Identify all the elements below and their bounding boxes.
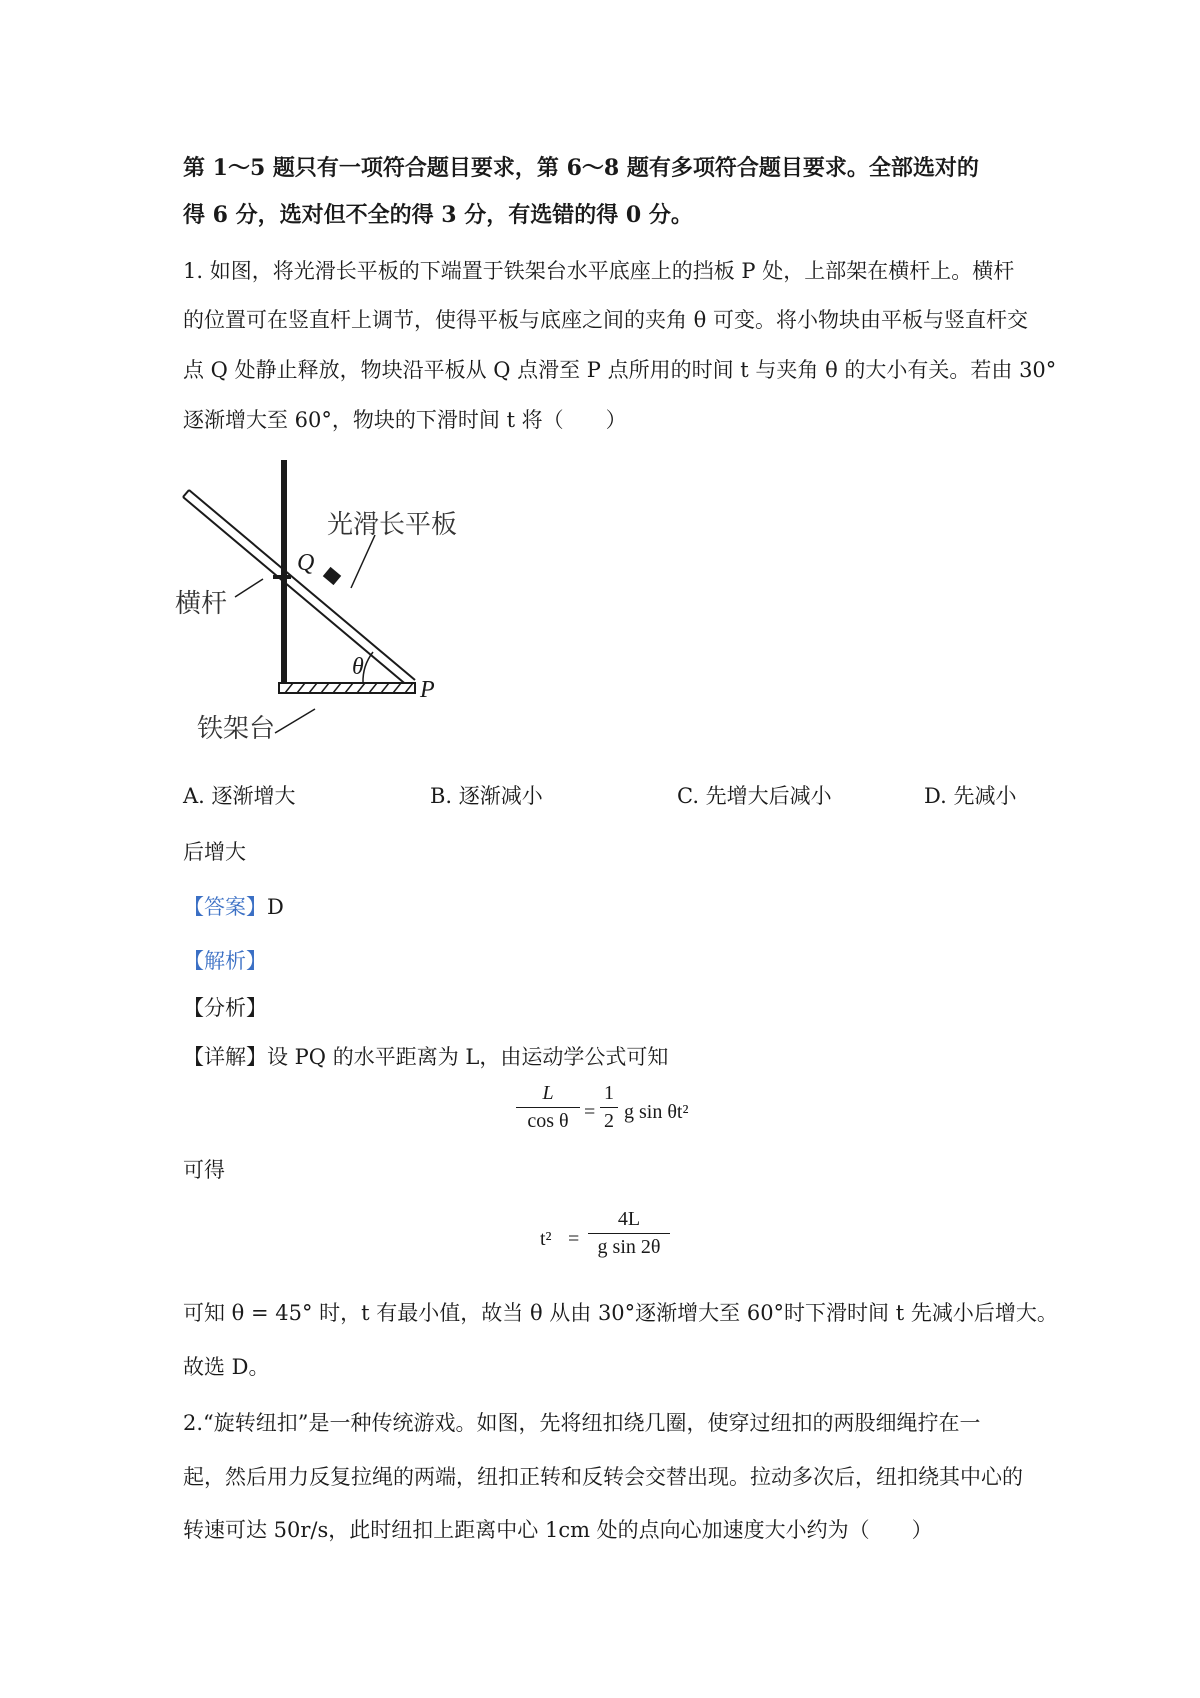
option-a: A. 逐渐增大	[183, 784, 296, 808]
eq1-equals: =	[584, 1101, 596, 1123]
small-block	[323, 567, 341, 585]
eq1-half-den: 2	[604, 1110, 614, 1132]
q1-figure	[175, 455, 495, 745]
q1-text-line-1: 1. 如图，将光滑长平板的下端置于铁架台水平底座上的挡板 P 处，上部架在横杆上。横杆	[183, 259, 1015, 283]
eq2-equals: =	[568, 1228, 580, 1250]
answer-line	[183, 892, 284, 922]
option-c: C. 先增大后减小	[677, 784, 832, 808]
eq1-fraction	[516, 1082, 580, 1133]
instructions-line-2: 得 6 分，选对但不全的得 3 分，有选错的得 0 分。	[183, 202, 693, 228]
analysis-tag: 【解析】	[183, 949, 267, 973]
eq1-denominator: cos θ	[527, 1110, 569, 1132]
conclusion-text: 可知 θ = 45° 时，t 有最小值，故当 θ 从由 30°逐渐增大至 60°时下滑时间 t 先减小后增大。	[183, 1301, 1058, 1325]
answer-value: D	[267, 895, 284, 919]
detail-text: 【详解】设 PQ 的水平距离为 L，由运动学公式可知	[183, 1045, 669, 1069]
label-theta: θ	[352, 654, 364, 680]
option-d: D. 先减小	[924, 784, 1017, 808]
label-crossbar: 横杆	[175, 589, 228, 619]
label-iron-stand: 铁架台	[197, 714, 276, 744]
eq1-rhs: g sin θt²	[624, 1101, 689, 1123]
eq1-numerator: L	[542, 1082, 554, 1104]
eq2-fraction	[588, 1208, 670, 1259]
fenxi-tag: 【分析】	[183, 996, 267, 1020]
bar-leader-line	[235, 579, 263, 597]
kede-text: 可得	[183, 1158, 225, 1182]
iron-stand-base	[279, 683, 415, 693]
q2-text-line-3: 转速可达 50r/s，此时纽扣上距离中心 1cm 处的点向心加速度大小约为（ ）	[183, 1518, 933, 1542]
eq2-denominator: g sin 2θ	[597, 1236, 661, 1258]
q1-text-line-4: 逐渐增大至 60°，物块的下滑时间 t 将（ ）	[183, 408, 627, 432]
instructions-line-1: 第 1～5 题只有一项符合题目要求，第 6～8 题有多项符合题目要求。全部选对的	[183, 155, 979, 181]
q2-text-line-2: 起，然后用力反复拉绳的两端，纽扣正转和反转会交替出现。拉动多次后，纽扣绕其中心的	[183, 1465, 1023, 1489]
board-leader-line	[351, 535, 375, 588]
option-b: B. 逐渐减小	[430, 784, 543, 808]
stand-leader-line	[275, 709, 315, 733]
label-board: 光滑长平板	[327, 510, 458, 540]
eq1-half-num: 1	[604, 1082, 614, 1104]
choose-text: 故选 D。	[183, 1355, 270, 1379]
label-P: P	[420, 677, 435, 703]
q1-text-line-2: 的位置可在竖直杆上调节，使得平板与底座之间的夹角 θ 可变。将小物块由平板与竖直杆交	[183, 308, 1028, 332]
label-Q: Q	[297, 550, 315, 576]
option-d-continued: 后增大	[183, 840, 246, 864]
eq2-lhs: t²	[540, 1228, 552, 1250]
eq1-half	[600, 1082, 618, 1133]
answer-tag: 【答案】	[183, 895, 267, 919]
eq2-numerator: 4L	[617, 1208, 641, 1230]
q1-text-line-3: 点 Q 处静止释放，物块沿平板从 Q 点滑至 P 点所用的时间 t 与夹角 θ 的大小有关。若由 30°	[183, 358, 1057, 382]
q2-text-line-1: 2.“旋转纽扣”是一种传统游戏。如图，先将纽扣绕几圈，使穿过纽扣的两股细绳拧在一	[183, 1411, 981, 1435]
